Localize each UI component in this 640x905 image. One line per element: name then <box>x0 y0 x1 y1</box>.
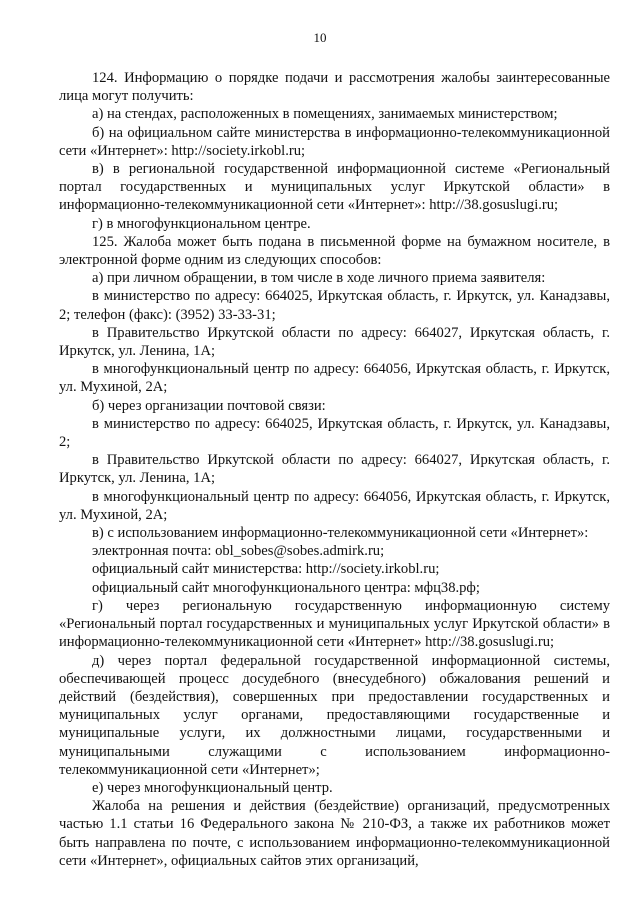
paragraph: Жалоба на решения и действия (бездействие) организаций, предусмотренных частью 1.1 статьи 16 Федерального закона № 210-ФЗ, а также их работников может быть направлена по почте, с использованием информационно-телекоммуникационной сети «Интернет», официальных сайтов этих организаций, <box>59 798 610 869</box>
paragraph: в) в региональной государственной информационной системе «Региональный портал государственных и муниципальных услуг Иркутской области» в информационно-телекоммуникационной сети «Интернет»: http://38.gosuslugi.ru; <box>59 161 610 214</box>
paragraph: б) через организации почтовой связи: <box>92 397 326 414</box>
paragraph: д) через портал федеральной государственной информационной системы, обеспечивающей процесс досудебного (внесудебного) обжалования решений и действий (бездействия), совершенных при предоставлении государственных и муниципальных услуг органами, предоставляющими государственные и муниципальные услуги, их должностными лицами, государственными и муниципальными служащими с использованием информационно-телекоммуникационной сети «Интернет»; <box>59 652 610 778</box>
paragraph: в многофункциональный центр по адресу: 664056, Иркутская область, г. Иркутск, ул. Мухиной, 2А; <box>59 361 610 396</box>
paragraph: г) через региональную государственную информационную систему «Региональный портал государственных и муниципальных услуг Иркутской области» в информационно-телекоммуникационной сети «Интернет» http://38.gosuslugi.ru; <box>59 597 610 651</box>
paragraph: 124. Информацию о порядке подачи и рассмотрения жалобы заинтересованные лица могут получить: <box>59 70 610 105</box>
page-number: 10 <box>313 30 327 45</box>
paragraph: в министерство по адресу: 664025, Иркутская область, г. Иркутск, ул. Канадзавы, 2; <box>59 415 610 451</box>
paragraph: 125. Жалоба может быть подана в письменной форме на бумажном носителе, в электронной форме одним из следующих способов: <box>59 233 610 269</box>
paragraph: в министерство по адресу: 664025, Иркутская область, г. Иркутск, ул. Канадзавы, 2; телефон (факс): (3952) 33-33-31; <box>59 288 610 323</box>
paragraph: в Правительство Иркутской области по адресу: 664027, Иркутская область, г. Иркутск, ул. Ленина, 1А; <box>59 452 610 487</box>
paragraph: а) при личном обращении, в том числе в ходе личного приема заявителя: <box>92 270 546 287</box>
paragraph: г) в многофункциональном центре. <box>92 215 311 232</box>
paragraph: официальный сайт многофункционального центра: мфц38.рф; <box>92 579 480 596</box>
paragraph: в многофункциональный центр по адресу: 664056, Иркутская область, г. Иркутск, ул. Мухиной, 2А; <box>59 488 610 523</box>
paragraph: электронная почта: obl_sobes@sobes.admirk.ru; <box>92 543 385 560</box>
paragraph: официальный сайт министерства: http://society.irkobl.ru; <box>92 561 440 578</box>
paragraph: б) на официальном сайте министерства в информационно-телекоммуникационной сети «Интернет»: http://society.irkobl.ru; <box>59 124 610 159</box>
paragraph: в) с использованием информационно-телекоммуникационной сети «Интернет»: <box>92 525 589 542</box>
paragraph: а) на стендах, расположенных в помещениях, занимаемых министерством; <box>92 106 558 123</box>
document-body <box>59 69 610 870</box>
paragraph: е) через многофункциональный центр. <box>92 779 333 796</box>
paragraph: в Правительство Иркутской области по адресу: 664027, Иркутская область, г. Иркутск, ул. Ленина, 1А; <box>59 324 610 360</box>
